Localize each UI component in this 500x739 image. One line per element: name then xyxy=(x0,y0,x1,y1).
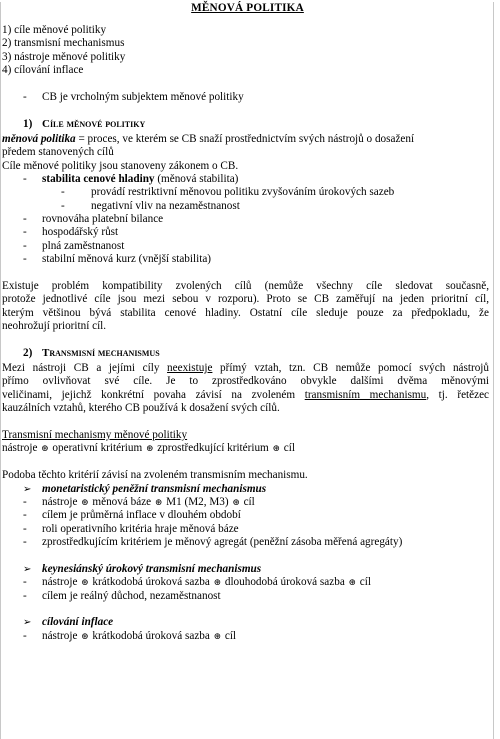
toc-item-1: 1) cíle měnové politiky xyxy=(2,24,107,36)
definition-line-2: předem stanovených cílů xyxy=(2,146,114,159)
dash-marker: - xyxy=(23,576,27,589)
section-number: 2) xyxy=(23,346,33,359)
paragraph-line: kauzálních vztahů, kterého CB používá k dosažení svých cílů. xyxy=(2,402,280,415)
section-heading-2 xyxy=(2,347,493,362)
chain-separator-icon: ⊛ xyxy=(81,577,89,588)
paragraph-line: protože jednotlivé cíle jsou mezi sebou v rozporu). Proto se CB zaměřují na jeden prioritní cíl, xyxy=(2,293,489,306)
dash-marker: - xyxy=(61,186,65,199)
mechanism-1-item: - cílem je průměrná inflace v dlouhém období xyxy=(2,509,493,522)
goal-text: plná zaměstnanost xyxy=(42,239,125,252)
toc-item-2: 2) transmisní mechanismus xyxy=(2,37,125,50)
subitem-text: provádí restriktivní měnovou politiku zvyšováním úrokových sazeb xyxy=(91,186,395,199)
dash-marker: - xyxy=(23,226,27,239)
goal-text: hospodářský růst xyxy=(42,226,119,239)
tm-chain: nástroje ⊛ operativní kritérium ⊛ zprostředkující kritérium ⊛ cíl xyxy=(2,442,295,455)
subitem-text: negativní vliv na nezaměstnanost xyxy=(91,199,240,212)
section-heading-1 xyxy=(2,118,493,133)
section-title: Transmisní mechanismus xyxy=(42,346,160,359)
goal-item-3 xyxy=(2,226,493,239)
dash-marker: - xyxy=(23,495,27,508)
dash-marker: - xyxy=(23,253,27,266)
chain-separator-icon: ⊛ xyxy=(81,496,89,507)
definition-text: = proces, ve kterém se CB snaží prostřednictvím svých nástrojů o dosažení xyxy=(75,132,415,145)
page-title: MĚNOVÁ POLITIKA xyxy=(191,2,304,14)
mechanism-3-title: ➢ cílování inflace xyxy=(2,616,493,629)
goal-rest: (měnová stabilita) xyxy=(154,172,239,185)
chain-separator-icon: ⊛ xyxy=(154,496,163,507)
dash-marker: - xyxy=(61,199,65,212)
chain-separator-icon: ⊛ xyxy=(81,630,89,641)
mechanism-3-chain: - nástroje ⊛ krátkodobá úroková sazba ⊛ cíl xyxy=(2,630,493,643)
paragraph-line: Existuje problém kompatibility zvolených cílů (nemůže všechny cíle sledovat současně, xyxy=(2,280,489,293)
goal-text: stabilní měnová kurz (vnější stabilita) xyxy=(42,253,212,266)
paragraph-line: neohrožují prioritní cíl. xyxy=(2,320,107,333)
intro-text: CB je vrcholným subjektem měnové politiky xyxy=(42,90,244,103)
chain-separator-icon: ⊛ xyxy=(348,577,357,588)
paragraph-line: kterým většinou bývá stabilita cenové hladiny. Ostatní cíle sleduje pouze za předpokladu, že xyxy=(2,306,489,319)
dash-marker: - xyxy=(23,629,27,642)
mechanism-1-title: ➢ monetaristický peněžní transmisní mechanismus xyxy=(2,483,493,496)
definition-line xyxy=(2,133,493,146)
dash-marker: - xyxy=(23,239,27,252)
dash-marker: - xyxy=(23,172,27,185)
mechanism-2-title: ➢ keynesiánský úrokový transmisní mechanismus xyxy=(2,563,493,576)
transmission-paragraph xyxy=(2,362,493,416)
arrow-bullet-icon: ➢ xyxy=(23,617,32,629)
depends-line: Podoba těchto kritérií závisí na zvoleném transmisním mechanismu. xyxy=(2,469,308,482)
dash-marker: - xyxy=(23,213,27,226)
toc-item-3: 3) nástroje měnové politiky xyxy=(2,50,126,63)
goal-bold: stabilita cenové hladiny xyxy=(42,172,155,185)
goal-item-1 xyxy=(2,173,493,186)
chain-separator-icon: ⊛ xyxy=(232,496,240,507)
law-line: Cíle měnové politiky jsou stanoveny zákonem o CB. xyxy=(2,159,239,172)
intro-item xyxy=(2,91,493,104)
chain-separator-icon: ⊛ xyxy=(213,630,222,641)
arrow-bullet-icon: ➢ xyxy=(23,563,32,575)
tm-subtitle: Transmisní mechanismy měnové politiky xyxy=(2,428,188,441)
dash-marker: - xyxy=(23,589,27,602)
definition-term: měnová politika xyxy=(2,132,76,145)
chain-separator-icon: ⊛ xyxy=(213,577,222,588)
mechanism-1-item: - zprostředkujícím kritériem je měnový agregát (peněžní zásoba měřená agregáty) xyxy=(2,536,493,549)
paragraph-line: Mezi nástroji CB a jejími cíly neexistuje přímý vztah, tzn. CB nemůže pomocí svých nástrojů xyxy=(2,361,490,374)
goal-subitem-2 xyxy=(2,200,493,213)
section-number: 1) xyxy=(23,117,33,130)
goal-text: rovnováha platební bilance xyxy=(42,213,164,226)
goal-subitem-1 xyxy=(2,186,493,199)
section-title: Cíle měnové politiky xyxy=(42,117,146,130)
paragraph-line: přímo ovlivňovat své cíle. Je to zprostředkováno obvykle dalšími dvěma měnovými xyxy=(2,375,489,388)
goal-item-4 xyxy=(2,240,493,253)
dash-marker: - xyxy=(23,522,27,535)
document-page xyxy=(0,2,494,739)
mechanism-2-item: - cílem je reálný důchod, nezaměstnanost xyxy=(2,590,493,603)
dash-marker: - xyxy=(23,90,27,103)
dash-marker: - xyxy=(23,509,27,522)
dash-marker: - xyxy=(23,536,27,549)
chain-separator-icon: ⊛ xyxy=(41,443,49,454)
chain-separator-icon: ⊛ xyxy=(272,443,281,454)
toc-item-4: 4) cílování inflace xyxy=(2,64,84,77)
arrow-bullet-icon: ➢ xyxy=(23,483,32,495)
compatibility-paragraph xyxy=(2,280,493,334)
mechanism-2-chain: - nástroje ⊛ krátkodobá úroková sazba ⊛ dlouhodobá úroková sazba ⊛ cíl xyxy=(2,576,493,589)
goal-item-5 xyxy=(2,253,493,266)
paragraph-line: veličinami, jejichž konkrétní povaha závisí na zvoleném transmisním mechanismu, tj. řetězec xyxy=(2,388,490,401)
goal-item-2 xyxy=(2,213,493,226)
mechanism-1-item: - roli operativního kritéria hraje měnová báze xyxy=(2,523,493,536)
chain-separator-icon: ⊛ xyxy=(145,443,154,454)
mechanism-1-chain: - nástroje ⊛ měnová báze ⊛ M1 (M2, M3) ⊛ cíl xyxy=(2,496,493,509)
